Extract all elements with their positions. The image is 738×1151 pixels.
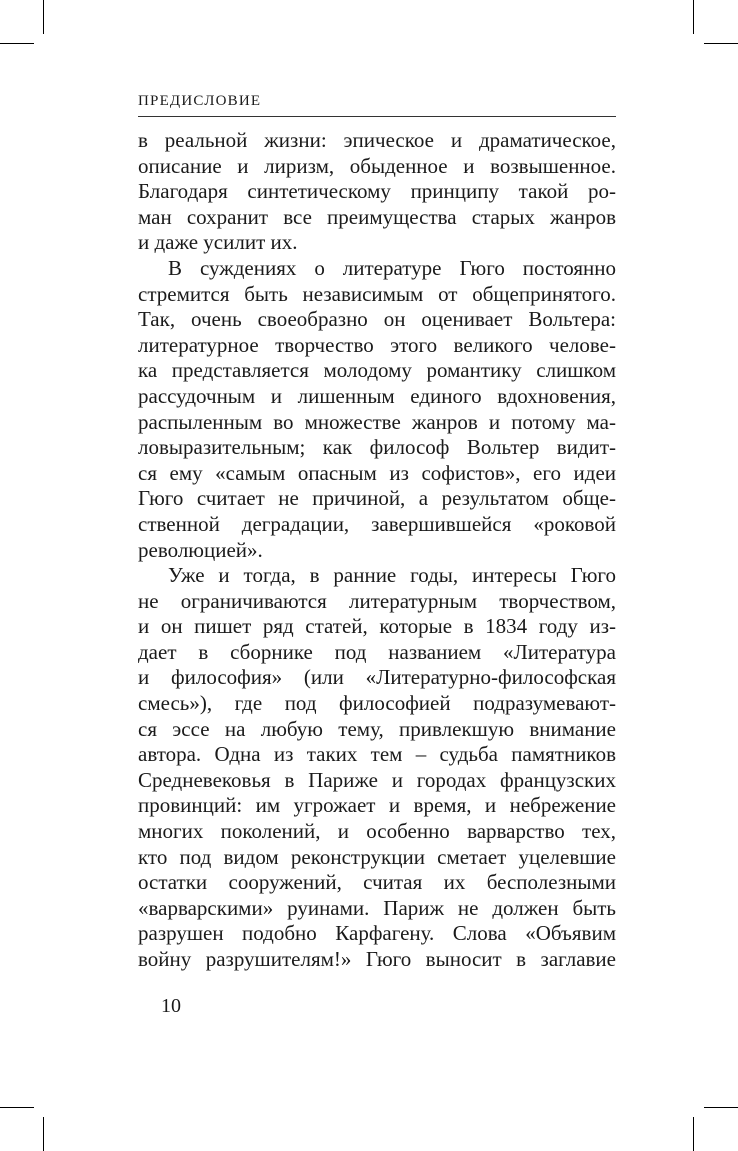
- text-line: ся ему «самым опасным из софистов», его идеи: [138, 460, 616, 485]
- crop-mark: [704, 1107, 738, 1108]
- crop-mark: [693, 0, 694, 34]
- text-line: ся эссе на любую тему, привлекшую внимание: [138, 716, 616, 741]
- text-line: многих поколений, и особенно варварство тех,: [138, 819, 616, 844]
- crop-mark: [0, 1107, 34, 1108]
- text-line: революцией».: [138, 537, 263, 562]
- text-line: литературное творчество этого великого челове-: [138, 332, 616, 357]
- crop-mark: [43, 0, 44, 34]
- text-line: разрушен подобно Карфагену. Слова «Объявим: [138, 921, 616, 946]
- text-line: кто под видом реконструкции сметает уцелевшие: [138, 844, 616, 869]
- text-line: Гюго считает не причиной, а результатом обще-: [138, 486, 616, 511]
- text-line: дает в сборнике под названием «Литература: [138, 639, 616, 664]
- text-line: Уже и тогда, в ранние годы, интересы Гюго: [168, 563, 616, 588]
- text-line: автора. Одна из таких тем – судьба памятников: [138, 742, 616, 767]
- text-line: провинций: им угрожает и время, и небрежение: [138, 793, 616, 818]
- text-line: рассудочным и лишенным единого вдохновения,: [138, 383, 616, 408]
- text-line: остатки сооружений, считая их бесполезными: [138, 870, 616, 895]
- text-line: и он пишет ряд статей, которые в 1834 году из-: [138, 614, 616, 639]
- text-line: В суждениях о литературе Гюго постоянно: [168, 255, 616, 280]
- text-line: не ограничиваются литературным творчеством,: [138, 588, 616, 613]
- body-text: [138, 128, 616, 973]
- text-line: смесь»), где под философией подразумевают-: [138, 691, 616, 716]
- running-head: ПРЕДИСЛОВИЕ: [138, 93, 262, 109]
- text-line: и даже усилит их.: [138, 230, 298, 255]
- text-line: ман сохранит все преимущества старых жанров: [138, 204, 616, 229]
- crop-mark: [0, 43, 34, 44]
- text-line: Так, очень своеобразно он оценивает Вольтера:: [138, 307, 616, 332]
- text-line: ка представляется молодому романтику слишком: [138, 358, 616, 383]
- text-line: в реальной жизни: эпическое и драматическое,: [138, 128, 616, 152]
- crop-mark: [43, 1117, 44, 1151]
- text-line: Средневековья в Париже и городах французских: [138, 767, 616, 792]
- text-line: войну разрушителям!» Гюго выносит в заглавие: [138, 947, 616, 971]
- crop-mark: [693, 1117, 694, 1151]
- crop-mark: [704, 43, 738, 44]
- text-line: стремится быть независимым от общепринятого.: [138, 281, 616, 306]
- text-line: и философия» (или «Литературно-философская: [138, 665, 616, 690]
- page-number: 10: [161, 995, 181, 1017]
- running-head-rule: [138, 116, 616, 117]
- text-line: распыленным во множестве жанров и потому ма-: [138, 409, 616, 434]
- text-line: «варварскими» руинами. Париж не должен быть: [138, 895, 616, 920]
- text-line: описание и лиризм, обыденное и возвышенное.: [138, 153, 616, 178]
- text-line: ловыразительным; как философ Вольтер видит-: [138, 435, 616, 460]
- text-line: Благодаря синтетическому принципу такой ро-: [138, 179, 616, 204]
- text-line: ственной деградации, завершившейся «роковой: [138, 511, 616, 536]
